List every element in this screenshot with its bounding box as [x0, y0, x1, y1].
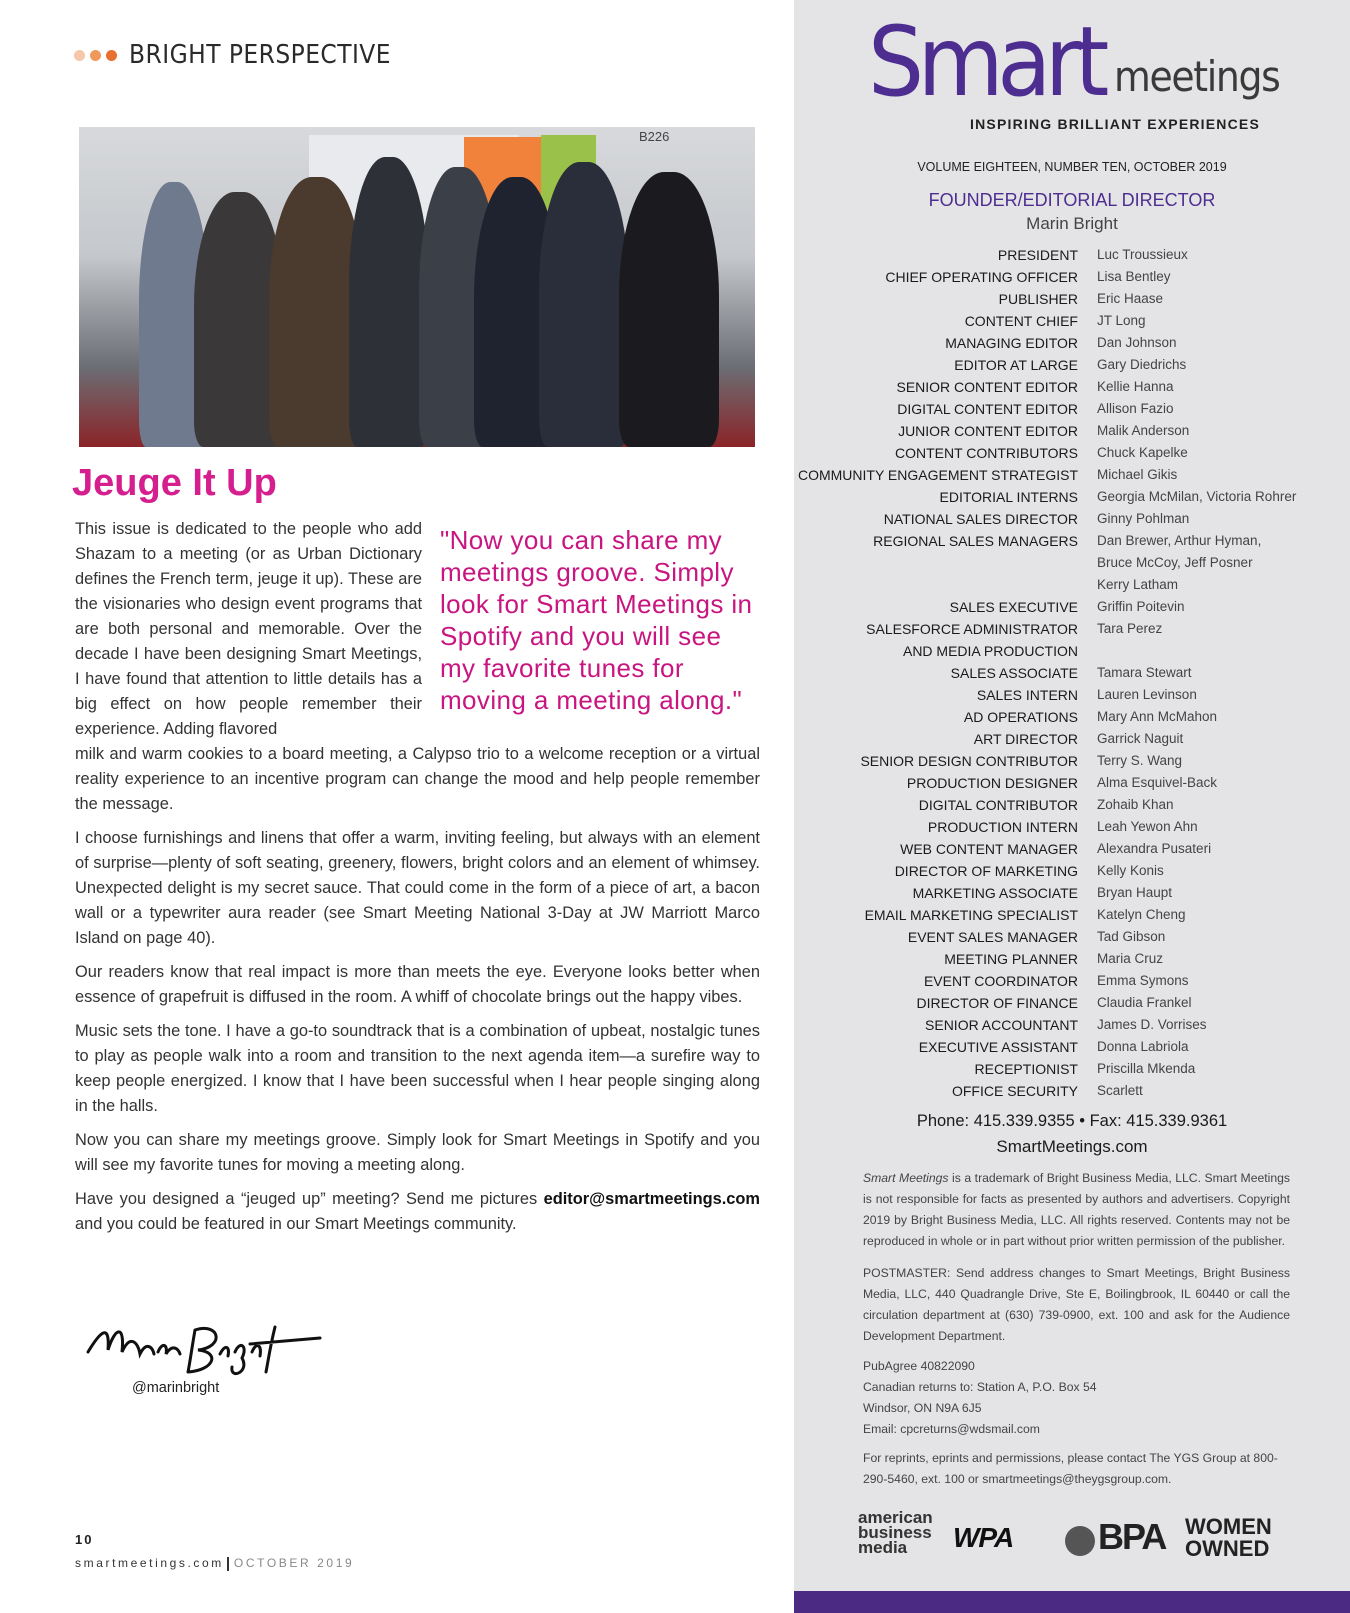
pull-quote: "Now you can share my meetings groove. Simply look for Smart Meetings in Spotify and you will see my favorite tunes for moving a meeting along."	[440, 525, 753, 715]
publication-info	[863, 1356, 1290, 1440]
staff-row	[795, 926, 1335, 948]
trademark-brand: Smart Meetings	[863, 1171, 949, 1185]
staff-name: Terry S. Wang	[1097, 753, 1183, 768]
signature	[80, 1312, 330, 1382]
bpa-globe-icon	[1065, 1526, 1095, 1556]
p6-text-before: Have you designed a “jeuged up” meeting? Send me pictures	[75, 1190, 544, 1208]
founder-title: FOUNDER/EDITORIAL DIRECTOR	[928, 190, 1216, 210]
staff-name: Kerry Latham	[1097, 577, 1179, 592]
staff-row	[795, 398, 1335, 420]
staff-role: AND MEDIA PRODUCTION	[902, 643, 1078, 659]
women-owned-logo: WOMEN OWNED	[1185, 1514, 1272, 1561]
founder-name: Marin Bright	[1026, 214, 1118, 233]
paragraph-3: Our readers know that real impact is more than meets the eye. Everyone looks better when essence of grapefruit is diffused in the room. A whiff of chocolate brings out the happy vibes.	[75, 963, 760, 1006]
article-body	[75, 742, 760, 1246]
staff-list	[795, 244, 1335, 1102]
staff-role: EVENT COORDINATOR	[923, 973, 1078, 989]
wpa-logo: WPA	[953, 1522, 1014, 1553]
staff-name: Alexandra Pusateri	[1097, 841, 1212, 856]
staff-name: Gary Diedrichs	[1097, 357, 1187, 372]
staff-name: Georgia McMilan, Victoria Rohrer	[1097, 489, 1297, 504]
staff-role: CONTENT CHIEF	[964, 313, 1078, 329]
logo-meetings-text: meetings	[1114, 52, 1280, 101]
staff-row	[795, 948, 1335, 970]
staff-row	[795, 706, 1335, 728]
staff-name: Lauren Levinson	[1097, 687, 1197, 702]
section-header	[74, 40, 420, 70]
staff-role: SALES EXECUTIVE	[949, 599, 1078, 615]
staff-name: Allison Fazio	[1097, 401, 1174, 416]
dot-2	[90, 50, 101, 61]
logo-smart-text: Smart	[868, 6, 1103, 118]
staff-role: CONTENT CONTRIBUTORS	[894, 445, 1078, 461]
staff-role: EMAIL MARKETING SPECIALIST	[864, 907, 1078, 923]
staff-row	[795, 508, 1335, 530]
staff-name: Scarlett	[1097, 1083, 1143, 1098]
staff-name: Tara Perez	[1097, 621, 1163, 636]
staff-name: Lisa Bentley	[1097, 269, 1171, 284]
photo-person	[619, 172, 719, 447]
staff-row	[795, 904, 1335, 926]
staff-role: REGIONAL SALES MANAGERS	[873, 533, 1078, 549]
staff-row	[795, 772, 1335, 794]
article-intro	[75, 517, 422, 742]
p6-text-after: and you could be featured in our Smart Meetings community.	[75, 1215, 517, 1233]
staff-role: JUNIOR CONTENT EDITOR	[898, 423, 1078, 439]
staff-row	[795, 684, 1335, 706]
staff-name: Kellie Hanna	[1097, 379, 1174, 394]
staff-name: Garrick Naguit	[1097, 731, 1184, 746]
staff-role: RECEPTIONIST	[974, 1061, 1078, 1077]
paragraph-2: I choose furnishings and linens that offer a warm, inviting feeling, but always with an element of surprise—plenty of soft seating, greenery, flowers, bright colors and an element of whimsey. Unexpected delight is my secret sauce. That could come in the form of a piece of art, a bacon wall or a typewriter aura reader (see Smart Meeting National 3-Day at JW Marriott Marco Island on page 40).	[75, 829, 760, 947]
staff-row	[795, 288, 1335, 310]
staff-name: Michael Gikis	[1097, 467, 1178, 482]
staff-role: EDITOR AT LARGE	[954, 357, 1078, 373]
photo-booth-number: B226	[639, 129, 670, 144]
staff-name: Leah Yewon Ahn	[1097, 819, 1198, 834]
section-dots-icon	[74, 50, 117, 61]
staff-name: Tamara Stewart	[1097, 665, 1192, 680]
staff-row	[795, 596, 1335, 618]
staff-row	[795, 640, 1335, 662]
paragraph-6	[75, 1187, 760, 1237]
staff-role: AD OPERATIONS	[963, 709, 1078, 725]
staff-name: Donna Labriola	[1097, 1039, 1189, 1054]
staff-name: Ginny Pohlman	[1097, 511, 1190, 526]
trademark-text: is a trademark of Bright Business Media, LLC. Smart Meetings is not responsible for facts as presented by authors and advertisers. Copyright 2019 by Bright Business Media, LLC. All rights reserved. Contents may not be reproduced in whole or in part without prior written permission of the publisher.	[863, 1171, 1290, 1248]
staff-role	[795, 552, 1078, 574]
staff-row	[795, 1080, 1335, 1102]
staff-name: Eric Haase	[1097, 291, 1164, 306]
footer-date: OCTOBER 2019	[233, 1556, 355, 1570]
staff-role: DIRECTOR OF FINANCE	[916, 995, 1078, 1011]
staff-row	[795, 618, 1335, 640]
section-title: BRIGHT PERSPECTIVE	[129, 40, 392, 70]
staff-name: Priscilla Mkenda	[1097, 1061, 1196, 1076]
staff-row	[795, 970, 1335, 992]
dot-1	[74, 50, 85, 61]
dot-3	[106, 50, 117, 61]
staff-role	[795, 574, 1078, 596]
staff-name: Bryan Haupt	[1097, 885, 1173, 900]
staff-name: Dan Johnson	[1097, 335, 1177, 350]
staff-row	[795, 1058, 1335, 1080]
staff-name: Alma Esquivel-Back	[1097, 775, 1218, 790]
staff-name: James D. Vorrises	[1097, 1017, 1207, 1032]
staff-role: EDITORIAL INTERNS	[939, 489, 1078, 505]
staff-name: Griffin Poitevin	[1097, 599, 1185, 614]
staff-row	[795, 420, 1335, 442]
photo-person	[539, 162, 629, 447]
pub-line: Email: cpcreturns@wdsmail.com	[863, 1422, 1040, 1436]
bpa-logo: BPA	[1098, 1516, 1166, 1557]
staff-role: PUBLISHER	[998, 291, 1078, 307]
page-number: 10	[75, 1532, 94, 1547]
staff-name: Katelyn Cheng	[1097, 907, 1186, 922]
staff-role: DIGITAL CONTRIBUTOR	[918, 797, 1078, 813]
footer-separator	[227, 1557, 229, 1571]
reprints-notice: For reprints, eprints and permissions, please contact The YGS Group at 800-290-5460, ext. 100 or smartmeetings@theygsgroup.com.	[863, 1451, 1278, 1486]
staff-role: NATIONAL SALES DIRECTOR	[883, 511, 1078, 527]
staff-role: DIGITAL CONTENT EDITOR	[897, 401, 1078, 417]
staff-row	[795, 376, 1335, 398]
staff-row	[795, 860, 1335, 882]
staff-role: MARKETING ASSOCIATE	[912, 885, 1078, 901]
staff-role: DIRECTOR OF MARKETING	[894, 863, 1078, 879]
staff-row	[795, 464, 1335, 486]
staff-role: EXECUTIVE ASSISTANT	[918, 1039, 1078, 1055]
intro-paragraph: This issue is dedicated to the people who add Shazam to a meeting (or as Urban Dictionary defines the French term, jeuge it up). These are the visionaries who design event programs that are both personal and memorable. Over the decade I have been designing Smart Meetings, I have found that attention to little details has a big effect on how people remember their experience. Adding flavored	[75, 520, 422, 738]
pub-line: PubAgree 40822090	[863, 1359, 975, 1373]
photo-person	[349, 157, 429, 447]
staff-role: WEB CONTENT MANAGER	[900, 841, 1078, 857]
staff-row	[795, 442, 1335, 464]
staff-role: EVENT SALES MANAGER	[907, 929, 1078, 945]
footer-line	[75, 1556, 354, 1571]
staff-name: Tad Gibson	[1097, 929, 1166, 944]
footer-site: smartmeetings.com	[75, 1556, 224, 1570]
phone-fax: Phone: 415.339.9355 • Fax: 415.339.9361	[916, 1112, 1228, 1130]
staff-name	[1078, 640, 1097, 662]
staff-name: Malik Anderson	[1097, 423, 1190, 438]
staff-row	[795, 574, 1335, 596]
staff-row	[795, 266, 1335, 288]
staff-role: SALES ASSOCIATE	[950, 665, 1078, 681]
paragraph-1-continued: milk and warm cookies to a board meeting, a Calypso trio to a welcome reception or a virtual reality experience to an incentive program can change the mood and help people remember the message.	[75, 745, 760, 813]
staff-name: Dan Brewer, Arthur Hyman,	[1097, 533, 1262, 548]
staff-name: Mary Ann McMahon	[1097, 709, 1218, 724]
staff-role: OFFICE SECURITY	[951, 1083, 1078, 1099]
staff-row	[795, 1036, 1335, 1058]
staff-row	[795, 552, 1335, 574]
staff-role: ART DIRECTOR	[973, 731, 1078, 747]
staff-role: PRODUCTION DESIGNER	[906, 775, 1078, 791]
staff-role: PRESIDENT	[997, 247, 1078, 263]
staff-name: Luc Troussieux	[1097, 247, 1188, 262]
american-business-media-logo: american business media	[858, 1508, 933, 1557]
staff-row	[795, 838, 1335, 860]
trademark-notice	[863, 1168, 1290, 1252]
staff-row	[795, 662, 1335, 684]
article-headline: Jeuge It Up	[72, 462, 277, 504]
staff-row	[795, 332, 1335, 354]
volume-line: VOLUME EIGHTEEN, NUMBER TEN, OCTOBER 2019	[917, 160, 1227, 174]
group-photo	[79, 127, 755, 447]
staff-role: SALES INTERN	[976, 687, 1078, 703]
staff-role: PRODUCTION INTERN	[927, 819, 1078, 835]
membership-badges	[858, 1510, 1288, 1570]
staff-row	[795, 794, 1335, 816]
staff-name: JT Long	[1097, 313, 1146, 328]
staff-row	[795, 882, 1335, 904]
staff-name: Kelly Konis	[1097, 863, 1164, 878]
website-link[interactable]: SmartMeetings.com	[996, 1137, 1148, 1156]
pub-line: Canadian returns to: Station A, P.O. Box 54	[863, 1380, 1097, 1394]
staff-row	[795, 728, 1335, 750]
staff-name: Zohaib Khan	[1097, 797, 1174, 812]
staff-row	[795, 310, 1335, 332]
staff-row	[795, 816, 1335, 838]
staff-name: Maria Cruz	[1097, 951, 1164, 966]
staff-name: Claudia Frankel	[1097, 995, 1192, 1010]
staff-row	[795, 530, 1335, 552]
staff-role: SENIOR ACCOUNTANT	[925, 1017, 1078, 1033]
staff-row	[795, 354, 1335, 376]
bottom-accent-bar	[794, 1591, 1350, 1613]
staff-role: SALESFORCE ADMINISTRATOR	[866, 621, 1078, 637]
paragraph-4: Music sets the tone. I have a go-to soundtrack that is a combination of upbeat, nostalgic tunes to play as people walk into a room and transition to the next agenda item—a surefire way to keep people energized. I know that I have been successful when I hear people singing along in the halls.	[75, 1022, 760, 1115]
staff-role: COMMUNITY ENGAGEMENT STRATEGIST	[797, 467, 1078, 483]
staff-role: MANAGING EDITOR	[945, 335, 1078, 351]
logo-tagline: INSPIRING BRILLIANT EXPERIENCES	[970, 116, 1261, 132]
staff-name: Chuck Kapelke	[1097, 445, 1188, 460]
smart-meetings-logo	[868, 6, 1280, 118]
postmaster-notice: POSTMASTER: Send address changes to Smart Meetings, Bright Business Media, LLC, 440 Quadrangle Drive, Ste E, Boilingbrook, IL 60440 or call the circulation department at (630) 739-0900, ext. 100 and ask for the Audience Development Department.	[863, 1266, 1290, 1343]
staff-row	[795, 244, 1335, 266]
staff-row	[795, 1014, 1335, 1036]
twitter-handle: @marinbright	[132, 1380, 220, 1396]
staff-row	[795, 992, 1335, 1014]
staff-role: CHIEF OPERATING OFFICER	[885, 269, 1078, 285]
staff-role: SENIOR DESIGN CONTRIBUTOR	[860, 753, 1078, 769]
staff-row	[795, 750, 1335, 772]
pub-line: Windsor, ON N9A 6J5	[863, 1401, 982, 1415]
staff-role: SENIOR CONTENT EDITOR	[896, 379, 1078, 395]
staff-row	[795, 486, 1335, 508]
staff-role: MEETING PLANNER	[944, 951, 1078, 967]
editor-email-link[interactable]: editor@smartmeetings.com	[543, 1190, 760, 1208]
staff-name: Bruce McCoy, Jeff Posner	[1097, 555, 1253, 570]
staff-name: Emma Symons	[1097, 973, 1189, 988]
paragraph-5: Now you can share my meetings groove. Simply look for Smart Meetings in Spotify and you will see my favorite tunes for moving a meeting along.	[75, 1131, 760, 1174]
